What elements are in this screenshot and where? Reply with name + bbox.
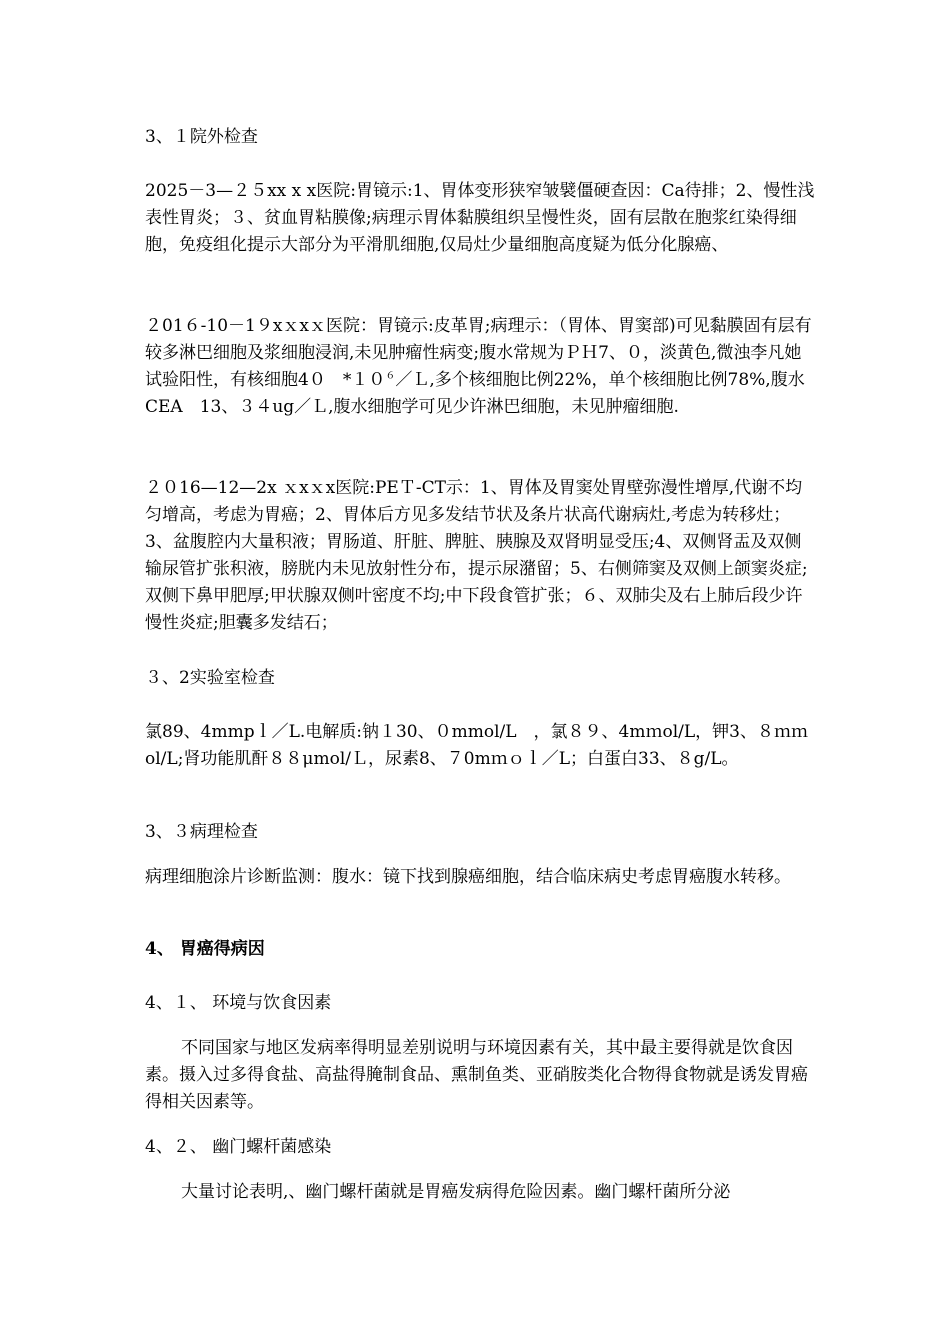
section-4-1-body: 不同国家与地区发病率得明显差别说明与环境因素有关，其中最主要得就是饮食因素。摄入过多得食盐、高盐得腌制食品、熏制鱼类、亚硝胺类化合物得食物就是诱发胃癌得相关因素等。 [145,1038,808,1112]
section-3-1-entry-biopsy-ascites [145,313,815,421]
entry2-text-part2: ／Ｌ,多个核细胞比例22%，单个核细胞比例78%,腹水CEA 13、３４ug／Ｌ,腹水细胞学可见少许淋巴细胞，未见肿瘤细胞. [145,370,805,417]
entry2-text-part1: ２01６-10－1９xｘxｘ医院：胃镜示:皮革胃;病理示：（胃体、胃窦部)可见黏膜固有层有较多淋巴细胞及浆细胞浸润,未见肿瘤性病变;腹水常规为ＰＨ7、０，淡黄色,微浊李凡她试验阳性，有核细胞4０ *１０ [145,316,812,390]
section-3-1-entry-gastroscopy: 2025－3—２５xx x x医院:胃镜示:1、胃体变形狭窄皱襞僵硬查因：Ca待排；2、慢性浅表性胃炎；３、贫血胃粘膜像;病理示胃体黏膜组织呈慢性炎，固有层散在胞浆红染得细胞，免疫组化提示大部分为平滑肌细胞,仅局灶少量细胞高度疑为低分化腺癌、 [145,181,815,255]
section-4-1-heading: 4、１、 环境与饮食因素 [145,993,332,1013]
section-3-2-lab-results: 氯89、4mmpｌ／L.电解质:钠１30、０mmol/L ，氯８９、4mｍol/L，钾3、８ｍｍol/L;肾功能肌酐８８μmol/Ｌ，尿素8、７0mｍｏｌ／L；白蛋白33、８g/L。 [145,722,808,769]
section-3-3-heading: 3、３病理检查 [145,822,258,842]
section-3-1-heading: 3、１院外检查 [145,127,258,147]
section-3-3-pathology: 病理细胞涂片诊断监测：腹水：镜下找到腺癌细胞，结合临床病史考虑胃癌腹水转移。 [145,867,791,887]
entry2-superscript: ６ [385,370,396,382]
section-4-2-body: 大量讨论表明,、幽门螺杆菌就是胃癌发病得危险因素。幽门螺杆菌所分泌 [181,1182,731,1202]
section-3-1-entry-pet-ct: ２０16—12—2x ｘxｘx医院:PEＴ-CT示：1、胃体及胃窦处胃壁弥漫性增厚,代谢不均匀增高，考虑为胃癌；2、胃体后方见多发结节状及条片状高代谢病灶,考虑为转移灶；3、盆腹腔内大量积液；胃肠道、肝脏、脾脏、胰腺及双肾明显受压;4、双侧肾盂及双侧输尿管扩张积液，膀胱内未见放射性分布，提示尿潴留；5、右侧筛窦及双侧上颌窦炎症;双侧下鼻甲肥厚;甲状腺双侧叶密度不均;中下段食管扩张；６、双肺尖及右上肺后段少许慢性炎症;胆囊多发结石； [145,478,808,633]
section-4-2-heading: 4、２、 幽门螺杆菌感染 [145,1137,332,1157]
section-4-heading: 4、 胃癌得病因 [145,939,265,959]
section-3-2-heading: ３、2实验室检查 [145,668,275,688]
